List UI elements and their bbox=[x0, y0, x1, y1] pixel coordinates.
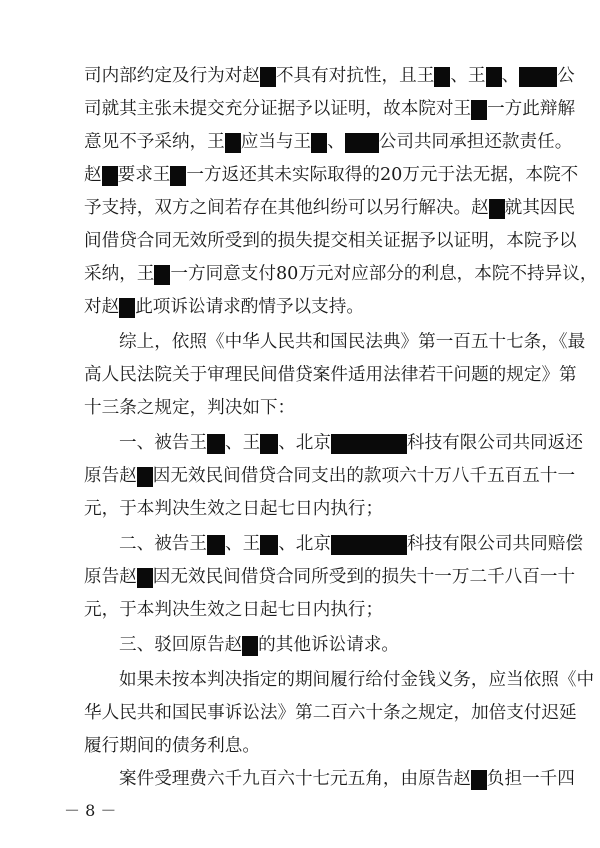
redaction-block bbox=[519, 67, 557, 87]
text-segment: 三、驳回原告赵 bbox=[119, 635, 243, 655]
text-segment: 原告赵 bbox=[84, 567, 137, 587]
redaction-block bbox=[489, 199, 505, 219]
text-segment: 、 bbox=[327, 132, 345, 152]
text-segment: 高人民法院关于审理民间借贷案件适用法律若干问题的规定》第 bbox=[84, 365, 577, 385]
text-segment: 、北京 bbox=[278, 534, 331, 554]
text-segment: 司就其主张未提交充分证据予以证明，故本院对王 bbox=[84, 99, 472, 119]
text-line bbox=[84, 767, 575, 791]
text-segment: 此项诉讼请求酌情予以支持。 bbox=[135, 297, 364, 317]
text-segment: 的其他诉讼请求。 bbox=[258, 635, 399, 655]
page-number: － 8 － bbox=[64, 801, 117, 820]
text-segment: 、王 bbox=[450, 66, 486, 86]
text-segment: 因无效民间借贷合同所受到的损失十一万二千八百一十 bbox=[152, 567, 576, 587]
redaction-block bbox=[207, 535, 225, 555]
text-segment: 负担一千四 bbox=[486, 769, 575, 789]
redaction-block bbox=[102, 166, 118, 186]
text-segment: 公司共同承担还款责任。 bbox=[378, 132, 573, 152]
text-segment: 一、被告王 bbox=[119, 433, 207, 453]
redaction-block bbox=[471, 100, 487, 120]
text-segment: 公 bbox=[557, 66, 575, 86]
text-line bbox=[84, 229, 577, 253]
text-segment: 间借贷合同无效所受到的损失提交相关证据予以证明，本院予以 bbox=[84, 231, 577, 251]
text-segment: 应当与王 bbox=[240, 132, 312, 152]
text-line bbox=[84, 130, 573, 154]
redaction-block bbox=[137, 467, 153, 487]
redaction-block bbox=[119, 298, 135, 318]
text-segment: 、北京 bbox=[278, 433, 331, 453]
redaction-block bbox=[260, 434, 278, 454]
redaction-block bbox=[225, 133, 241, 153]
redaction-block bbox=[331, 434, 407, 454]
text-line bbox=[84, 464, 576, 488]
redaction-block bbox=[260, 67, 276, 87]
text-segment: 科技有限公司共同赔偿 bbox=[406, 534, 583, 554]
text-segment: 不具有对抗性，且王 bbox=[275, 66, 435, 86]
redaction-block bbox=[311, 133, 327, 153]
text-segment: 就其因民 bbox=[504, 198, 576, 218]
text-segment: 、 bbox=[501, 66, 520, 86]
text-segment: 原告赵 bbox=[84, 466, 137, 486]
redaction-block bbox=[207, 434, 225, 454]
text-line bbox=[84, 196, 576, 220]
text-segment: 元，于本判决生效之日起七日内执行； bbox=[84, 600, 384, 620]
text-line bbox=[84, 431, 583, 455]
redaction-block bbox=[345, 133, 379, 153]
text-segment: 予支持，双方之间若存在其他纠纷可以另行解决。赵 bbox=[84, 198, 489, 218]
text-line bbox=[84, 497, 516, 521]
text-segment: 一方同意支付80万元对应部分的利息，本院不持异议， bbox=[170, 264, 598, 284]
text-segment: 如果未按本判决指定的期间履行给付金钱义务，应当依照《中 bbox=[119, 670, 595, 690]
text-segment: 、王 bbox=[224, 534, 261, 554]
text-segment: 华人民共和国民事诉讼法》第二百六十条之规定，加倍支付迟延 bbox=[84, 703, 577, 723]
text-line bbox=[84, 734, 516, 758]
text-segment: 要求王 bbox=[117, 165, 171, 185]
text-segment: 综上，依照《中华人民共和国民法典》第一百五十七条，《最 bbox=[119, 332, 586, 352]
text-segment: 采纳，王 bbox=[84, 264, 155, 284]
text-line bbox=[84, 532, 583, 556]
text-line bbox=[84, 363, 577, 387]
redaction-block bbox=[260, 535, 278, 555]
text-segment: 一方返还其未实际取得的20万元于法无据，本院不 bbox=[186, 165, 579, 185]
text-line bbox=[84, 163, 579, 187]
text-segment: 赵 bbox=[84, 165, 102, 185]
text-segment: 意见不予采纳，王 bbox=[84, 132, 225, 152]
text-segment: 案件受理费六千九百六十七元五角，由原告赵 bbox=[119, 769, 471, 789]
redaction-block bbox=[154, 265, 170, 285]
text-line bbox=[84, 396, 516, 420]
text-line bbox=[84, 701, 577, 725]
text-segment: 履行期间的债务利息。 bbox=[84, 736, 260, 756]
redaction-block bbox=[170, 166, 186, 186]
text-line bbox=[84, 330, 586, 354]
text-line bbox=[84, 295, 516, 319]
text-line bbox=[84, 668, 595, 692]
text-segment: 十三条之规定，判决如下： bbox=[84, 398, 296, 418]
redaction-block bbox=[331, 535, 407, 555]
text-segment: 、王 bbox=[224, 433, 261, 453]
text-segment: 因无效民间借贷合同支出的款项六十万八千五百五十一 bbox=[152, 466, 576, 486]
redaction-block bbox=[137, 568, 153, 588]
redaction-block bbox=[471, 770, 487, 790]
redaction-block bbox=[434, 67, 450, 87]
text-segment: 对赵 bbox=[84, 297, 120, 317]
text-line bbox=[84, 64, 575, 88]
text-segment: 一方此辩解 bbox=[487, 99, 576, 119]
text-line bbox=[84, 262, 598, 286]
text-line bbox=[84, 598, 516, 622]
text-line bbox=[84, 633, 516, 657]
text-line bbox=[84, 97, 576, 121]
text-segment: 元，于本判决生效之日起七日内执行； bbox=[84, 499, 384, 519]
text-segment: 二、被告王 bbox=[119, 534, 207, 554]
redaction-block bbox=[486, 67, 502, 87]
text-line bbox=[84, 565, 576, 589]
text-segment: 科技有限公司共同返还 bbox=[406, 433, 583, 453]
text-segment: 司内部约定及行为对赵 bbox=[84, 66, 260, 86]
redaction-block bbox=[242, 636, 258, 656]
